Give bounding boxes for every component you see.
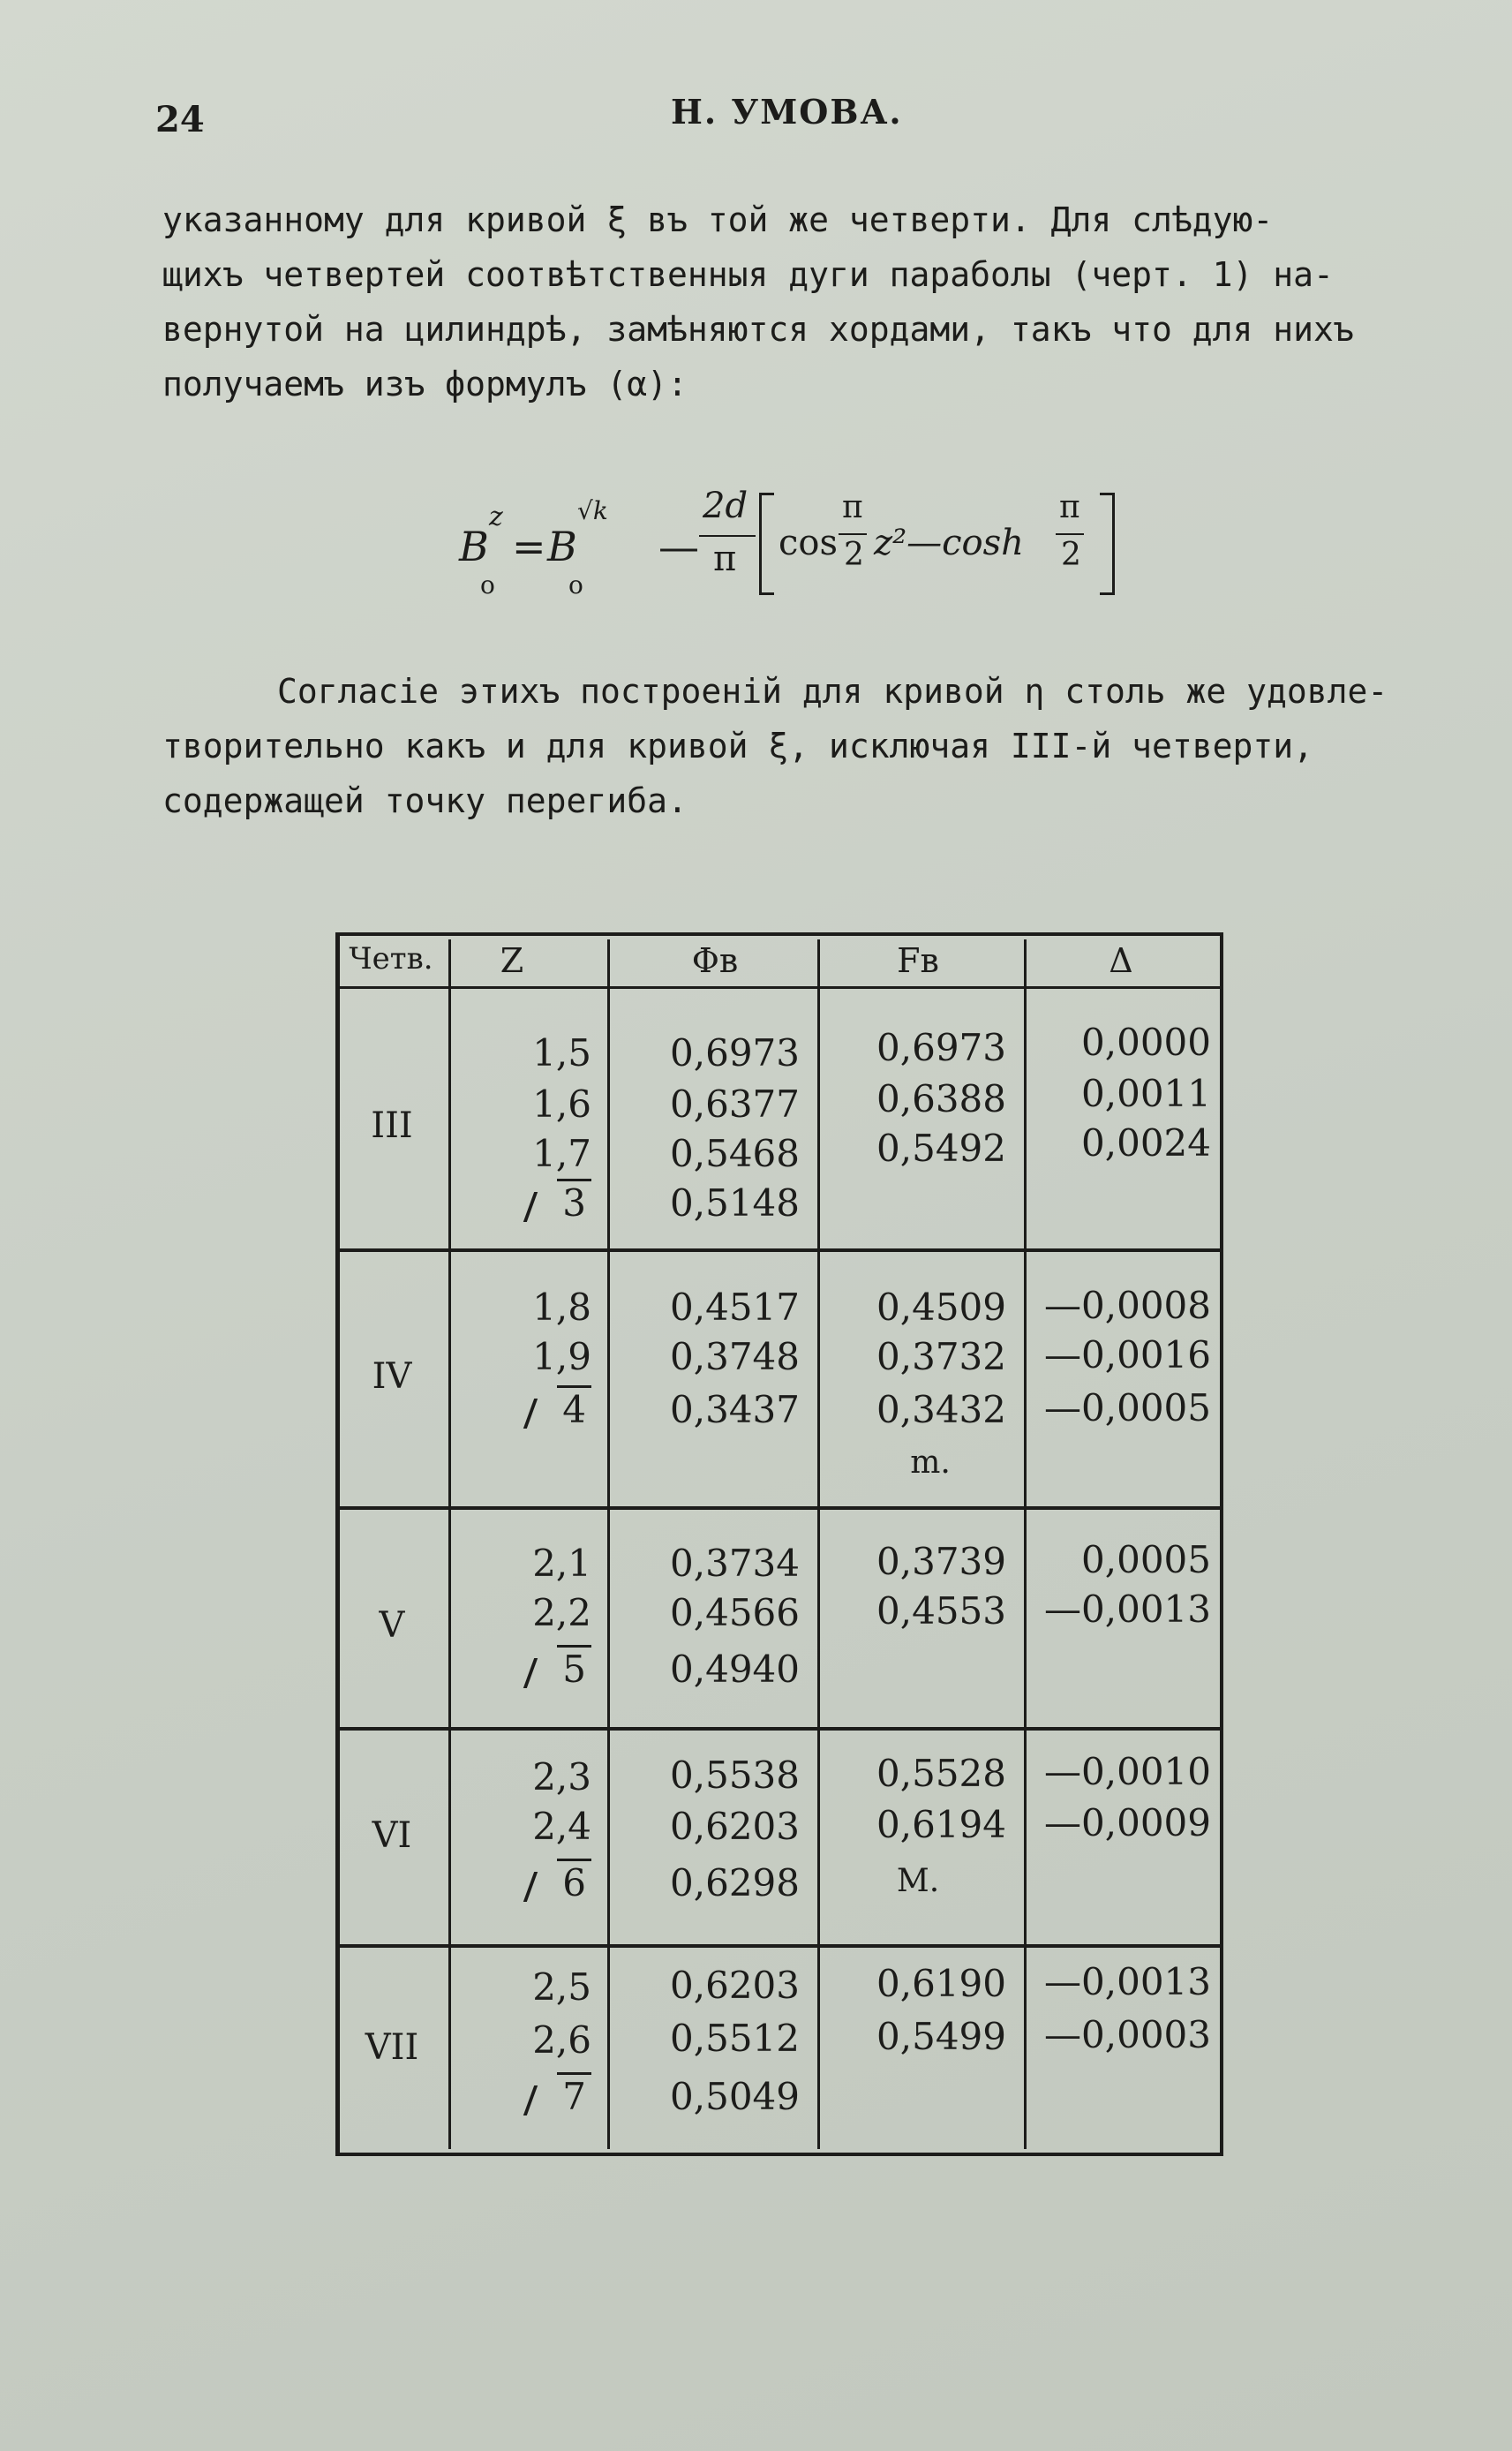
- f-value: 0,6194: [876, 1803, 1006, 1846]
- phi-value: 0,5148: [670, 1181, 800, 1225]
- z-value: 2,4: [532, 1805, 591, 1848]
- f-value: 0,3732: [876, 1335, 1006, 1378]
- z-value: 2,1: [532, 1542, 591, 1585]
- paragraph-2: [162, 664, 1388, 828]
- z-value: 2,6: [532, 2018, 591, 2062]
- delta-value: —0,0016: [1044, 1333, 1211, 1376]
- formula-frac-den: π: [713, 539, 737, 579]
- f-value: 0,6973: [876, 1026, 1006, 1069]
- fraction-bar: [699, 535, 756, 537]
- delta-value: —0,0003: [1044, 2013, 1211, 2056]
- running-title: Н. УМОВА.: [671, 92, 903, 132]
- formula-eq: =: [512, 523, 546, 570]
- f-value: 0,5492: [876, 1127, 1006, 1170]
- formula-minus: —: [658, 523, 699, 570]
- group-separator: [335, 1248, 1223, 1252]
- phi-value: 0,5049: [670, 2075, 800, 2118]
- formula: [459, 484, 1130, 616]
- z-value: 1,9: [532, 1335, 591, 1378]
- group-separator: [335, 1727, 1223, 1731]
- sqrt-radicand: 4: [557, 1385, 591, 1431]
- z-value: 1,8: [532, 1286, 591, 1329]
- z-value: 2,5: [532, 1965, 591, 2009]
- right-bracket: [1100, 493, 1115, 595]
- delta-value: —0,0005: [1044, 1386, 1211, 1429]
- header-f: Fв: [897, 941, 939, 980]
- z-sqrt: [477, 1388, 591, 1431]
- z-sqrt: [477, 1181, 591, 1225]
- quarter-label: VI: [372, 1815, 412, 1856]
- formula-cos-den: 2: [844, 537, 864, 573]
- formula-lhs: B: [459, 523, 489, 570]
- group-separator: [335, 1944, 1223, 1948]
- paragraph-1: [162, 192, 1380, 411]
- quarter-label: V: [379, 1605, 405, 1646]
- z-value: 2,3: [532, 1755, 591, 1799]
- text-line: творительно какъ и для кривой ξ, исключая III-й четверти,: [162, 727, 1314, 765]
- formula-lhs-sup: z: [489, 502, 503, 532]
- delta-value: 0,0000: [1081, 1021, 1211, 1064]
- sqrt-radicand: 3: [557, 1179, 591, 1225]
- column-divider: [448, 939, 451, 2149]
- phi-value: 0,3734: [670, 1542, 800, 1585]
- column-divider: [817, 939, 820, 2149]
- left-bracket: [759, 493, 774, 595]
- f-value: 0,6388: [876, 1077, 1006, 1120]
- f-value: 0,4553: [876, 1589, 1006, 1633]
- delta-value: 0,0011: [1081, 1072, 1211, 1115]
- formula-rhs-sup: √k: [577, 496, 608, 525]
- fraction-bar: [1056, 533, 1084, 535]
- quarter-label: IV: [372, 1356, 412, 1397]
- text-line: получаемъ изъ формулъ (α):: [162, 365, 688, 403]
- z-value: 1,7: [532, 1132, 591, 1175]
- quarter-label: III: [371, 1105, 413, 1146]
- data-table: [335, 932, 1227, 2161]
- f-value: 0,5499: [876, 2015, 1006, 2058]
- phi-value: 0,5468: [670, 1132, 800, 1175]
- delta-value: —0,0010: [1044, 1750, 1211, 1793]
- z-value: 1,6: [532, 1082, 591, 1126]
- formula-cosh-den: 2: [1061, 537, 1081, 573]
- f-note: M.: [896, 1863, 940, 1899]
- quarter-label: VII: [365, 2027, 419, 2068]
- header-delta: Δ: [1109, 941, 1133, 980]
- fraction-bar: [839, 533, 867, 535]
- group-separator: [335, 1506, 1223, 1510]
- text-line: щихъ четвертей соотвѣтственныя дуги параболы (черт. 1) на-: [162, 255, 1334, 294]
- text-line: указанному для кривой ξ въ той же четверти. Для слѣдую-: [162, 200, 1274, 239]
- phi-value: 0,4517: [670, 1286, 800, 1329]
- phi-value: 0,6377: [670, 1082, 800, 1126]
- text-line: вернутой на цилиндрѣ, замѣняются хордами, такъ что для нихъ: [162, 310, 1354, 349]
- z-value: 1,5: [532, 1031, 591, 1075]
- formula-cos-num: π: [842, 489, 863, 525]
- formula-rhs-sub: o: [568, 570, 583, 600]
- phi-value: 0,6298: [670, 1861, 800, 1904]
- formula-cos-tail: z²—cosh: [874, 523, 1024, 563]
- phi-value: 0,6203: [670, 1805, 800, 1848]
- phi-value: 0,3437: [670, 1388, 800, 1431]
- sqrt-radicand: 5: [557, 1645, 591, 1691]
- sqrt-radicand: 7: [557, 2072, 591, 2118]
- f-value: 0,3432: [876, 1388, 1006, 1431]
- delta-value: —0,0013: [1044, 1960, 1211, 2003]
- z-sqrt: [477, 1861, 591, 1904]
- header-z: Z: [500, 941, 524, 980]
- phi-value: 0,3748: [670, 1335, 800, 1378]
- delta-value: 0,0024: [1081, 1121, 1211, 1165]
- text-line: Согласіе этихъ построеній для кривой η столь же удовле-: [277, 672, 1388, 711]
- sqrt-radicand: 6: [557, 1859, 591, 1904]
- delta-value: —0,0013: [1044, 1587, 1211, 1631]
- f-value: 0,3739: [876, 1540, 1006, 1583]
- header-chetv: Четв.: [349, 941, 433, 977]
- page-number: 24: [155, 99, 205, 140]
- phi-value: 0,5512: [670, 2017, 800, 2060]
- formula-rhs-b: B: [547, 523, 577, 570]
- delta-value: —0,0009: [1044, 1801, 1211, 1844]
- formula-frac-num: 2d: [703, 486, 748, 526]
- delta-value: —0,0008: [1044, 1284, 1211, 1327]
- delta-value: 0,0005: [1081, 1538, 1211, 1581]
- f-value: 0,5528: [876, 1752, 1006, 1795]
- header-phi: Φв: [691, 941, 739, 980]
- formula-cosh-num: π: [1059, 489, 1080, 525]
- phi-value: 0,4940: [670, 1648, 800, 1691]
- phi-value: 0,5538: [670, 1753, 800, 1797]
- column-divider: [607, 939, 610, 2149]
- phi-value: 0,4566: [670, 1591, 800, 1634]
- formula-lhs-sub: o: [480, 570, 495, 600]
- z-sqrt: [477, 2075, 591, 2118]
- phi-value: 0,6203: [670, 1964, 800, 2007]
- f-value: 0,6190: [876, 1962, 1006, 2005]
- text-line: содержащей точку перегиба.: [162, 781, 688, 820]
- z-value: 2,2: [532, 1591, 591, 1634]
- formula-cos: cos: [779, 523, 839, 563]
- phi-value: 0,6973: [670, 1031, 800, 1075]
- f-note: m.: [910, 1444, 951, 1481]
- z-sqrt: [477, 1648, 591, 1691]
- f-value: 0,4509: [876, 1286, 1006, 1329]
